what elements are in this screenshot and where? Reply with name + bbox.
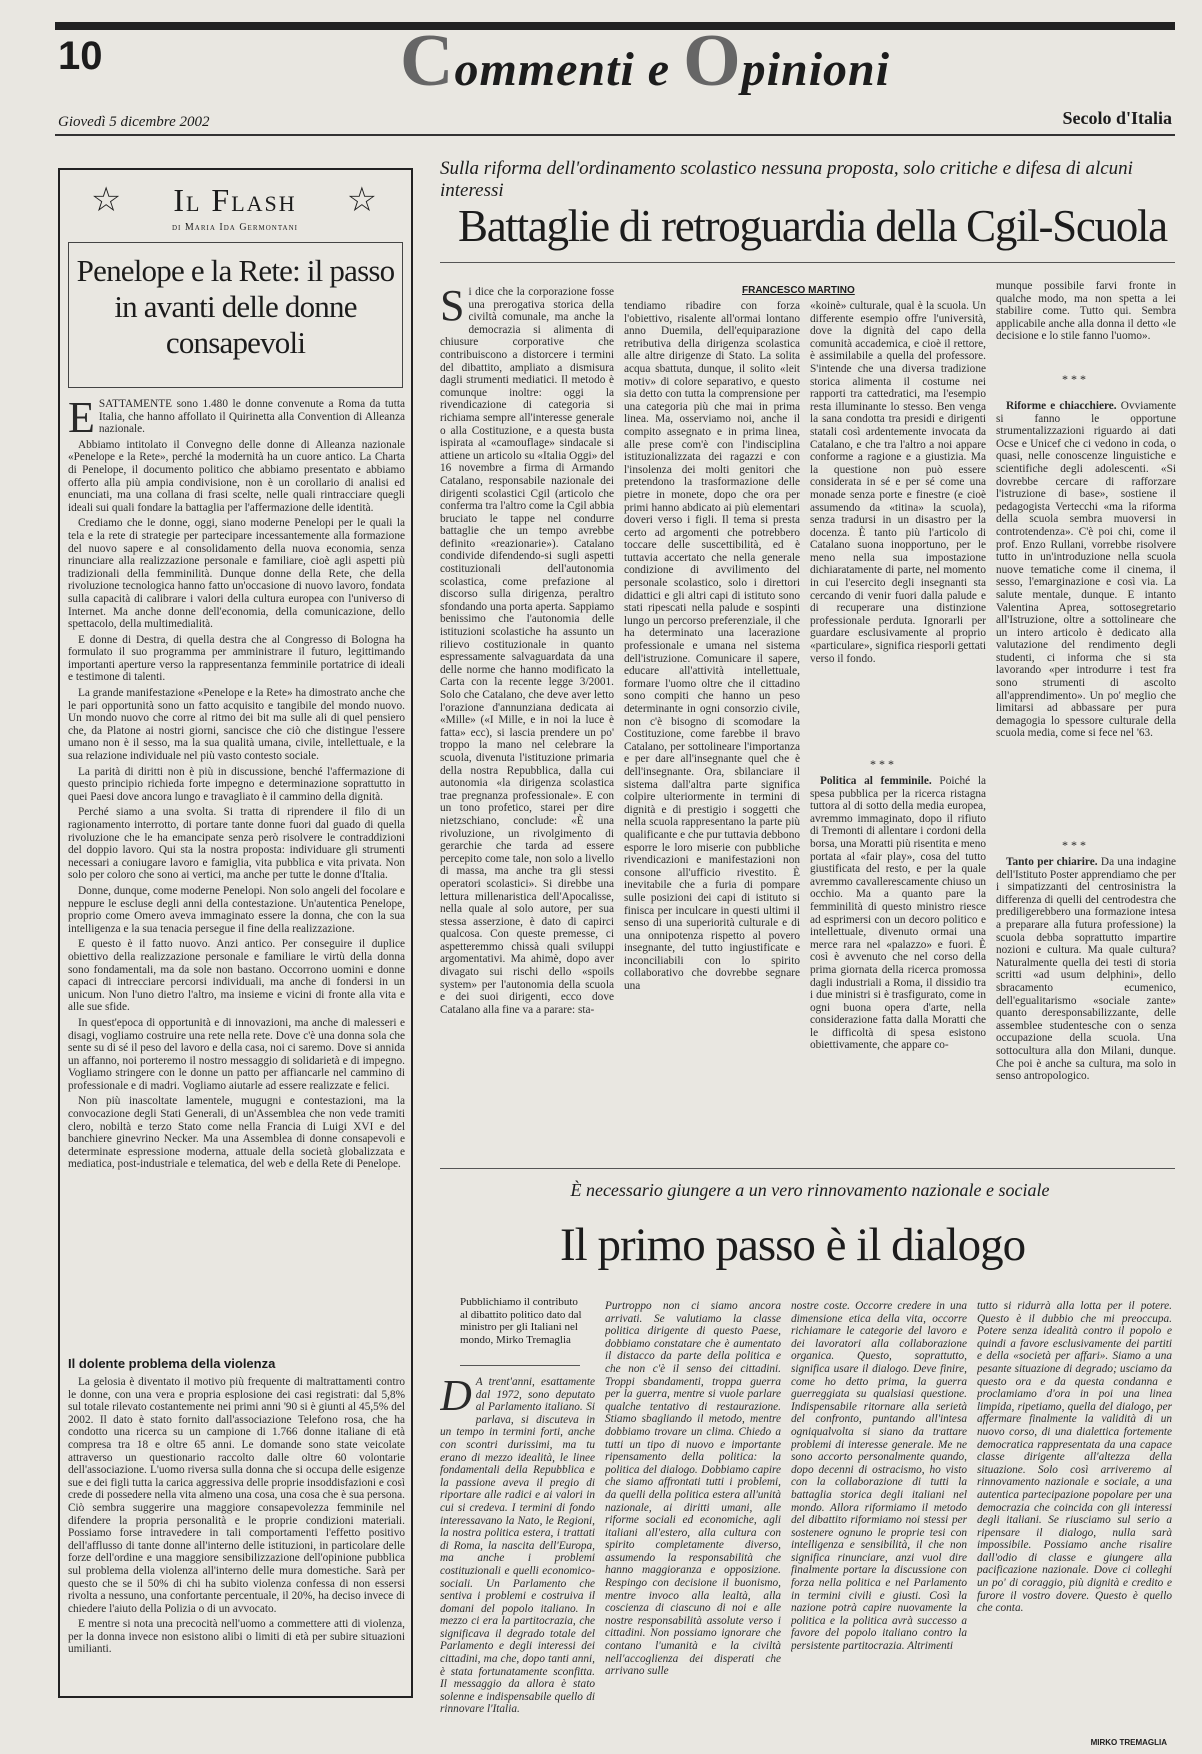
article1-col1-text: i dice che la corporazione fosse una prerogativa storica della civiltà comunale, ma anche la democrazia si alimenta di chiusure corporative che contribuiscono a distorcere i termini del dibattito, ampliato a dismisura dagli strumenti mediatici. Il metodo è comunque inoltre: oggi la rivendicazione di categoria si richiama sempre all'interesse generale o alla Costituzione, e a questa busta ispirata al «camouflage» sindacale si attiene un articolo su «Italia Oggi» del 16 novembre a firma di Armando Catalano, responsabile nazionale dei dirigenti scolastici Cgil (articolo che conferma tra l'altro come la Cgil abbia bruciato le tappe nel condurre battaglie che un tempo avrebbe definito «reazionarie»). Catalano condivide difendendo-si sugli aspetti costituzionali dell'autonomia scolastica, come prefazione al discorso sulla dirigenza, peraltro sfondando una porta aperta. Sappiamo benissimo che l'autonomia delle istituzioni scolastiche ha assunto un rilievo costituzionale in quanto espressamente salvaguardata da una delle norme che hanno modificato la Carta con la recente legge 3/2001. Solo che Catalano, che deve aver letto l'orazione d'annunziana dedicata ai «Mille» («I Mille, e in noi la luce è fatta» ecc), si lascia prendere un po' troppo la mano nel celebrare la scuola, divenuta l'istituzione primaria della nostra Repubblica, dalla cui autonomia «la dirigenza scolastica trae pregnanza professionale». E con un tono profetico, starei per dire nietzschiano, conclude: «È una rivoluzione, un rivolgimento di gerarchie che tarda ad essere percepito come tale, non solo a livello di massa, ma anche tra gli stessi operatori scolastici». Si direbbe una lettura millenaristica dell'Apocalisse, nella quale al solo autore, per sua stessa asserzione, è dato di capirci qualcosa. Con queste premesse, ci aspetteremmo chissà quali sviluppi argomentativi. Ma ahimè, dopo aver divagato sui rischi dello «spoils system» per l'autonomia della scuola e dei suoi dirigenti, ecco dove Catalano alla fine va a parare: sta- (440, 286, 614, 1016)
flash-paragraph: E mentre si nota una precocità nell'uomo a commettere atti di violenza, per la donna invece non esistono alibi o limiti di età per subire situazioni umilianti. (68, 1618, 405, 1656)
section-initial-o: O (683, 20, 742, 102)
intro-rule (460, 1365, 580, 1366)
article1-headline: Battaglie di retroguardia della Cgil-Scuola (458, 201, 1167, 251)
chiarire-subtitle: Tanto per chiarire. (1006, 856, 1098, 868)
article1-author: FRANCESCO MARTINO (742, 285, 855, 296)
flash-title: Il Flash (173, 182, 297, 218)
issue-date: Giovedì 5 dicembre 2002 (58, 114, 210, 130)
flash-paragraph: E donne di Destra, di quella destra che al Congresso di Bologna ha formulato il suo programma per amministrare il futuro, legittimando importanti aperture verso la rappresentanza femminile portatrice di ideali e testimone di talenti. (68, 633, 405, 684)
section-title-part1: ommenti e (454, 43, 684, 96)
flash-paragraph: Abbiamo intitolato il Convegno delle donne di Alleanza nazionale «Penelope e la Rete», perché la modernità ha un cuore antico. La Charta di Penelope, il documento politico che abbiamo presentato e abbiamo offerto alla più ampia condivisione, non è un corollario di analisi ed enunciati, ma una collana di frasi scelte, nelle quali rintracciare quegli ideali sui quali fondare la battaglia per l'affermazione delle identità. (68, 438, 405, 514)
flash-paragraph: Non più inascoltate lamentele, mugugni e contestazioni, ma la convocazione degli Stati Generali, di un'Assemblea che non vede tramiti clero, nobiltà e terzo Stato come nella Francia di Luigi XVI e del banchiere ginevrino Necker. Ma una Assemblea di donne consapevoli e determinate espressione moderna, attuale della società globalizzata e mediatica, post-industriale e telematica, del web e della Rete di Penelope. (68, 1095, 405, 1171)
politica-subtitle: Politica al femminile. (820, 775, 932, 787)
article2-col1 (440, 1376, 595, 1736)
flash-paragraph: In quest'epoca di opportunità e di innovazioni, ma anche di malesseri e disagi, vogliamo costruire una rete nella rete. Dove c'è una donna sola che sente su di sé il peso del lavoro e della casa, noi ci saremo. Dove si annida un affanno, noi porteremo il nostro messaggio di solidarietà e di impegno. Vogliamo stringere con le donne un patto per affiancarle nel cammino di professionale e di madri. Vogliamo aiutarle ad essere realizzate e felici. (68, 1016, 405, 1092)
top-rule (55, 22, 1175, 30)
header-rule (55, 134, 1175, 136)
article1-col4-text: munque possibile farvi fronte in qualche modo, ma non spetta a lei stabilire come. Tutto qui. Sembra applicabile anche alla donna il detto «le decisione e lo stile fanno l'uomo». (996, 280, 1176, 343)
article1-col4 (996, 280, 1176, 365)
star-icon: ☆ (346, 182, 380, 219)
riforme-subtitle: Riforme e chiacchiere. (1006, 400, 1117, 412)
article2-col4 (977, 1300, 1172, 1726)
article2-col3-text: nostre coste. Occorre credere in una dimensione etica della vita, occorre richiamare le categorie del lavoro e dei lavoratori alla collaborazione organica. Questo, soprattutto, significa usare il dialogo. Deve finire, come ho detto prima, la guerra guerreggiata su qualsiasi questione. Indispensabile ritornare alla serietà del confronto, puntando all'intesa ogniqualvolta si siano da trattare problemi di interesse generale. Me ne sono accorto personalmente quando, dopo decenni di ostracismo, ho visto con la collaborazione di tutti la battaglia storica degli italiani nel mondo. Allora riformiamo il metodo del dibattito riformiamo noi stessi per sostenere ognuno le proprie tesi con intelligenza e sensibilità, il che non significa rinunciare, anzi vuol dire finalmente portare la discussione con forza nella politica e nel Parlamento in termini civili e giusti. Così la nazione potrà capire nuovamente la politica e la politica avrà successo a favore del popolo italiano contro la persistente partitocrazia. Altrimenti (791, 1300, 967, 1653)
article1-col1 (440, 286, 614, 1138)
flash-paragraph: E questo è il fatto nuovo. Anzi antico. Per conseguire il duplice obiettivo della realizzazione personale e familiare le virtù della donna sono fondamentali, ma da sole non bastano. Occorrono uomini e donne capaci di intrecciare percorsi individuali, ma anche di fondersi in un unicum. Non l'uno dietro l'altro, ma insieme e vicini di fronte alla vita e alle sue sfide. (68, 938, 405, 1014)
separator: * * * (1062, 372, 1086, 386)
newspaper-name: Secolo d'Italia (1062, 108, 1172, 128)
flash-paragraph: Donne, dunque, come moderne Penelopi. Non solo angeli del focolare e neppure le escluse degli anni della contestazione. Un'autentica Penelope, proprio come Omero aveva immaginato essere la donna, che con la sua intelligenza e la sua tenacia persegue il fine della realizzazione. (68, 884, 405, 935)
flash-paragraph: Perché siamo a una svolta. Si tratta di riprendere il filo di un ragionamento interrotto, di portare tante donne fuori dal guado di quella rivoluzione che le ha emancipate senza però risolvere le contraddizioni del doppio lavoro. Qui sta la nostra proposta: individuare gli strumenti necessari a coniugare lavoro e famiglia, vita pubblica e vita privata. Non solo per coloro che sono ai vertici, ma anche per tutte le donne d'Italia. (68, 806, 405, 882)
flash-paragraph: La grande manifestazione «Penelope e la Rete» ha dimostrato anche che le pari opportunità sono un fatto acquisito e tangibile del mondo nuovo. Un mondo nuovo che corre al ritmo dei bit ma sulle ali di quel pensiero che, da Platone ai nostri giorni, sancisce che ciò che distingue l'essere umano non è il sesso, ma la sua qualità umana, civile, intellettuale, e la sua relazione individuale nel più vasto contesto sociale. (68, 687, 405, 763)
article2-rule (440, 1168, 1175, 1169)
article2-col2-text: Purtroppo non ci siamo ancora arrivati. Se valutiamo la classe politica dirigente di questo Paese, dobbiamo constatare che è aumentato il distacco da parte della politica e che non c'è il senso dei cittadini. Troppi sbandamenti, troppa guerra per la guerra, mentre si vuole parlare qualche tentativo di restaurazione. Stiamo sbagliando il metodo, mentre dobbiamo trovare un clima. Chiedo a tutti un tipo di nuovo e importante ripensamento della politica: la politica del dialogo. Dobbiamo capire che siamo affrontati tutti i problemi, da quelli della politica estera all'unità nazionale, ai diritti umani, alle riforme sociali ed economiche, agli italiani all'estero, alla cultura con spirito completamente diverso, assumendo la responsabilità che hanno maggioranza e opposizione. Respingo con decisione il buonismo, mentre invoco alla lealtà, alla coscienza di ciascuno di noi e alle nostre responsabilità assolute verso i cittadini. Non possiamo ignorare che contano l'umanità e la civiltà nell'accoglienza dei disperati che arrivano sulle (605, 1300, 781, 1678)
article1-col3b (810, 775, 986, 1138)
article1-col4b (996, 400, 1176, 830)
article2-col3 (791, 1300, 967, 1736)
article2-col2 (605, 1300, 781, 1736)
article2-headline: Il primo passo è il dialogo (560, 1219, 1026, 1271)
flash-headline: Penelope e la Rete: il passo in avanti delle donne consapevoli (68, 242, 403, 388)
article2-kicker: È necessario giungere a un vero rinnovamento nazionale e sociale (570, 1180, 1050, 1200)
article1-rule (440, 262, 1175, 263)
flash-body (68, 398, 405, 1256)
section-title (400, 20, 891, 102)
page-number: 10 (58, 34, 103, 78)
separator: * * * (870, 757, 894, 771)
article1-col2-text: tendiamo ribadire con forza l'obiettivo, risalente all'ormai lontano anno Duemila, dell'equiparazione retributiva della dirigenza scolastica alle altre dirigenze di Stato. La solita acqua sbattuta, dunque, il solito «leit motiv» di colore separativo, e questo sia detto con tutta la comprensione per una categoria più che mai in prima linea. Ma, osserviamo noi, anche il compito assegnato e in prima linea, alle prese com'è con l'indisciplina istituzionalizzata dei ragazzi e con l'insolenza dei molti genitori che pretendono la trasformazione delle pietre in monete, dopo che ora per primi hanno abdicato ai più elementari doveri verso i figli. Il tema si presta certo ad argomenti che potrebbero toccare delle suscettibilità, ed è tuttavia accertato che nella generale condizione di avvilimento del personale scolastico, solo i direttori didattici e gli altri capi di istituto sono stati ripescati nella palude e sospinti lungo un percorso preferenziale, il che ha determinato una lacerazione professionale e umana nel sistema dell'istruzione. Comunicare il sapere, educare all'attività intellettuale, formare l'uomo oltre che il cittadino sono compiti che hanno un peso determinante in ogni consorzio civile, non c'è bisogno di scomodare la Costituzione, come farebbe il bravo Catalano, per sottolineare l'importanza e per dare all'insegnante quel che è dell'insegnante. Ora, sbilanciare il sistema dall'altra parte significa colpire ulteriormente in termini di dignità e di prestigio i soggetti che nella scuola rappresentano la parte più qualificante e che pur tuttavia debbono esporre le loro miserie con pubbliche rivendicazioni e manifestazioni non consone all'ufficio rivestito. È inevitabile che a furia di pompare sulle posizioni dei capi di istituto si finisca per inculcare in questi ultimi il senso di una superiorità culturale e di una onnipotenza rispetto al povero insegnante, del tutto ingiustificate e inconciliabili con lo spirito collaborativo che dovrebbe segnare una (624, 300, 800, 993)
article2-signature: MIRKO TREMAGLIA (1090, 1738, 1167, 1747)
article2-col4-text: tutto si ridurrà alla lotta per il potere. Questo è il dubbio che mi preoccupa. Potere senza idealità contro il popolo e quindi a favore esclusivamente dei partiti e della «società per affari». Siamo a una pesante situazione di degrado; usciamo da questo ora e da questa condanna e proclamiamo d'ora in poi una linea limpida, ripetiamo, quella del dialogo, per affermare finalmente la validità di un nuovo corso, di una dialettica fortemente democratica rappresentata da una capace classe dirigente all'altezza della situazione. Solo così arriveremo al rinnovamento nazionale e sociale, a una autentica partecipazione popolare per una democrazia che coincida con gli interessi degli italiani. Se riusciamo sul serio a ripensare il dialogo, nulla sarà impossibile. Possiamo anche risalire dall'odio di classe e giungere alla pacificazione nazionale. Dove ci colleghi un po' di coraggio, più dignità e credito e furore il vostro dovere. Questo è quello che conta. (977, 1300, 1172, 1615)
star-icon: ☆ (90, 182, 124, 219)
article1-dropcap: S (440, 286, 465, 330)
flash-title-row (60, 180, 410, 220)
article2-col1-text: A trent'anni, esattamente dal 1972, sono deputato al Parlamento italiano. Si parlava, si discuteva in un tempo in termini forti, anche con scontri durissimi, ma tu erano di mezzo idealità, le linee fondamentali della Repubblica e la passione aveva il pregio di riportare alle radici e ai valori in cui si credeva. I termini di fondo interessavano la Nato, le Regioni, la nostra politica estera, i trattati di Roma, la nascita dell'Europa, ma anche i problemi costituzionali e quelli economico-sociali. Un Parlamento che sentiva i problemi e costruiva il domani del popolo italiano. In mezzo ci era la partitocrazia, che significava il degrado totale del Parlamento e degli interessi dei cittadini, ma che, dopo tanti anni, è stata fortunatamente sconfitta. Il messaggio da allora è stato solenne e indispensabile quello di rinnovare l'Italia. (440, 1376, 595, 1716)
flash-body-2 (68, 1376, 405, 1691)
article2-intro: Pubblichiamo il contributo al dibattito politico dato dal ministro per gli Italiani nel mondo, Mirko Tremaglia (460, 1296, 582, 1346)
flash-paragraph: La parità di diritti non è più in discussione, benché l'affermazione di questo principio richieda forte impegno e determinazione soprattutto in quei Paesi dove ancora lungo e travagliato è il cammino della dignità. (68, 765, 405, 803)
article1-col3-text: «koinè» culturale, qual è la scuola. Un differente esempio offre l'università, dove la dignità del capo della comunità accademica, e cioè il rettore, è assimilabile a quella del professore. S'intende che una diversa tradizione storica alimenta il costume nei rapporti tra cattedratici, ma l'esempio resta illuminante lo stesso. Ben venga la sana condotta tra presidi e dirigenti statali così ardentemente invocata da Catalano, e che tra l'altro a noi appare conforme a ragione e a giustizia. Ma la questione non può essere considerata in sé e per sé come una monade senza porte e finestre (e cioè assumendo da «titina» la scuola), senza tradursi in un disastro per la docenza. È tanto più l'articolo di Catalano suona inopportuno, per le meno nella sua impostazione dichiaratamente di parte, nel momento in cui l'esercito degli insegnanti sta cercando di venir fuori dalla palude e di recuperare una distinzione professionale perduta. Ignorarli per guardare esclusivamente al proprio «particulare», significa riesporli gettati verso il fondo. (810, 300, 986, 665)
article1-col2 (624, 300, 800, 1138)
section-initial-c: C (400, 20, 455, 102)
flash-lead: SATTAMENTE sono 1.480 le donne convenute a Roma da tutta Italia, che hanno affollato il Quirinetta alla Convention di Alleanza nazionale. (98, 398, 405, 436)
flash-paragraph: Crediamo che le donne, oggi, siano moderne Penelopi per le quali la tela e la rete di strategie per partecipare incessantemente alla formazione del nuovo sapere e al consolidamento della nuova economia, senza rinunciare alla realizzazione personale e familiare, cioè agli aspetti più tradizionali della femminilità. Dunque donne della Rete, che della rivoluzione tecnologica hanno fatto un'occasione di nuovo lavoro, fondata sulla capacità di calibrare i valori della cultura europea con l'universo di Internet. Ma anche donne dell'economia, della comunicazione, dello spettacolo, della multimedialità. (68, 517, 405, 631)
article1-col4c-text: Da una indagine dell'Istituto Poster apprendiamo che per i simpatizzanti del centrosinistra la differenza di quelli del centrodestra che prediligerebbero una formazione intesa a preparare alla futura professione) la scuola debba soprattutto impartire nozioni e cultura. Ma quale cultura? Naturalmente quella dei testi di storia scritti «ad usum delphini», dello sbracamento ecumenico, dell'egualitarismo «sociale zante» quanto deresponsabilizzante, delle assemblee studentesche con o senza occupazione della scuola. Una sottocultura alla don Milani, dunque. Che poi è anche sa cultura, ma solo in senso antropologico. (996, 856, 1176, 1083)
flash-subhead: Il dolente problema della violenza (68, 1356, 276, 1371)
flash-dropcap: E (68, 398, 95, 442)
flash-byline: di Maria Ida Germontani (172, 222, 298, 233)
section-title-part2: pinioni (741, 43, 891, 96)
article1-col3 (810, 300, 986, 750)
article1-col4c (996, 856, 1176, 1138)
article1-col4b-text: Ovviamente si fanno le opportune strumentalizzazioni riguardo ai dati Ocse e Unicef che ci vedono in coda, o quasi, nelle conoscenze linguistiche e scientifiche degli adolescenti. «Si dovrebbe cercare di rafforzare l'istruzione di base», sostiene il pedagogista Vertecchi «ma la riforma della scuola sembra muoversi in controtendenza». C'è poi chi, come il prof. Enzo Rullani, vorrebbe risolvere tutto in un'introduzione nella scuola nuove tematiche come il cinema, il sesso, l'emarginazione e così via. La salute mentale, dunque. E intanto Valentina Aprea, sottosegretario all'Istruzione, oltre a sottolineare che un intero articolo è dedicato alla valutazione del rendimento degli studenti, ci informa che si sta lavorando «per introdurre i test fra sono strumenti di ascolto all'apprendimento». Un po' meglio che limitarsi ad abbassare per pura demagogia lo spessore culturale della scuola media, come si fece nel '63. (996, 400, 1176, 740)
article1-col3b-text: Poiché la spesa pubblica per la ricerca ristagna tuttora al di sotto della media europea, avremmo immaginato, dopo il rifiuto di Tremonti di allentare i cordoni della borsa, una Moratti più risentita e meno portata al «fair play», cosa del tutto giustificata del resto, e per la quale avremmo cavallerescamente chiuso un occhio. Ma a quanto pare la femminilità di questo ministro riesce ad esprimersi con un decoro politico e intellettuale, divenuto ormai una merce rara nel «palazzo» e fuori. È così è avvenuto che nel corso della prima giornata della ricerca promossa dagli industriali a Roma, il dissidio tra i due ministri si è trasfigurato, come in ogni buona opera d'arte, nella considerazione fatta dalla Moratti che le difficoltà di spesa esistono obiettivamente, che appare co- (810, 775, 986, 1052)
separator: * * * (1062, 838, 1086, 852)
flash-paragraph: La gelosia è diventato il motivo più frequente di maltrattamenti contro le donne, con una vera e propria esplosione dei casi registrati: dal 5,8% sul totale rilevato costantemente nei primi anni '90 si è giunti al 45,5% del 2002. Il dato è stato fornito dall'associazione Telefono rosa, che ha condotto una ricerca su un campione di 1.766 donne italiane di età compresa tra 18 e oltre 65 anni. Le domande sono state veicolate attraverso un questionario raccolto dalle oltre 60 volontarie dell'associazione. L'uomo riversa sulla donna che si occupa delle esigenze sue e dei figli tutta la carica aggressiva delle proprie insoddisfazioni e così crede di possedere nella vita almeno una cosa, una cosa che è sua persona. Ciò sembra suggerire una maggiore consapevolezza femminile nel difendere la propria personalità e le proprie condizioni materiali. Possiamo forse intravedere in tali comportamenti l'effetto positivo dell'afflusso di tante donne all'interno delle istituzioni, in particolare delle forze dell'ordine e una maggiore sensibilizzazione dell'opinione pubblica sul problema della violenza all'interno delle mura domestiche. Sarà per questo che se il 50% di chi ha subito violenza confessa di non essersi rivolta a nessuno, una confortante percentuale, il 20%, ha deciso invece di chiedere l'aiuto della Polizia o di un avvocato. (68, 1376, 405, 1615)
article2-dropcap: D (440, 1376, 472, 1420)
article1-kicker: Sulla riforma dell'ordinamento scolastico nessuna proposta, solo critiche e difesa di alcuni interessi (440, 158, 1133, 201)
